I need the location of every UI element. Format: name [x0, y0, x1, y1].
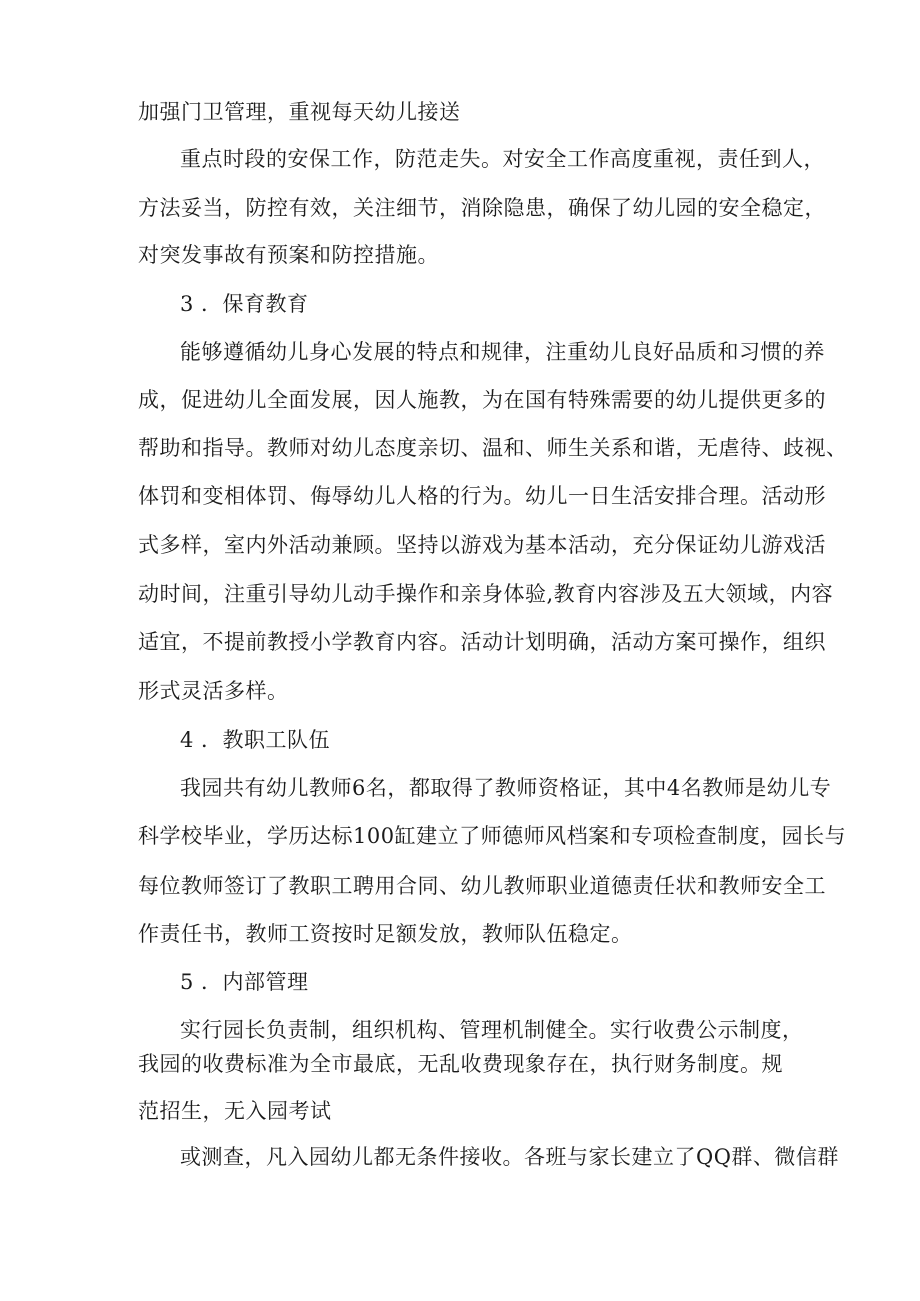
text-line-7: 成，促进幼儿全面发展，因人施教，为在国有特殊需要的幼儿提供更多的	[138, 388, 826, 412]
text-line-16: 科学校毕业，学历达标100缸建立了师德师风档案和专项检查制度，园长与	[138, 824, 847, 848]
text-line-2: 重点时段的安保工作，防范走失。对安全工作高度重视，责任到人，	[180, 147, 825, 171]
text-line-18: 作责任书，教师工资按时足额发放，教师队伍稳定。	[138, 922, 633, 946]
text-line-9: 体罚和变相体罚、侮辱幼儿人格的行为。幼儿一日生活安排合理。活动形	[138, 484, 826, 508]
text-line-23: 或测查，凡入园幼儿都无条件接收。各班与家长建立了QQ群、微信群	[180, 1145, 839, 1169]
text-line-13: 形式灵活多样。	[138, 679, 289, 703]
text-line-17: 每位教师签订了教职工聘用合同、幼儿教师职业道德责任状和教师安全工	[138, 874, 826, 898]
section-heading-3: 3 ．保育教育	[180, 292, 309, 316]
text-line-1: 加强门卫管理，重视每天幼儿接送	[138, 100, 461, 124]
text-line-21: 我园的收费标准为全市最底，无乱收费现象存在，执行财务制度。规	[138, 1052, 783, 1076]
text-line-12: 适宜，不提前教授小学教育内容。活动计划明确，活动方案可操作，组织	[138, 630, 826, 654]
section-heading-5: 5 ．内部管理	[180, 970, 309, 994]
text-line-8: 帮助和指导。教师对幼儿态度亲切、温和、师生关系和谐，无虐待、歧视、	[138, 436, 848, 460]
text-line-20: 实行园长负责制，组织机构、管理机制健全。实行收费公示制度，	[180, 1018, 804, 1042]
text-line-22: 范招生，无入园考试	[138, 1099, 332, 1123]
text-line-10: 式多样，室内外活动兼顾。坚持以游戏为基本活动，充分保证幼儿游戏活	[138, 533, 826, 557]
text-line-4: 对突发事故有预案和防控措施。	[138, 243, 439, 267]
text-line-15: 我园共有幼儿教师6名，都取得了教师资格证，其中4名教师是幼儿专	[180, 776, 832, 800]
text-line-6: 能够遵循幼儿身心发展的特点和规律，注重幼儿良好品质和习惯的养	[180, 340, 825, 364]
section-heading-4: 4 ．教职工队伍	[180, 728, 331, 752]
text-line-3: 方法妥当，防控有效，关注细节，消除隐患，确保了幼儿园的安全稳定，	[138, 196, 826, 220]
text-line-11: 动时间，注重引导幼儿动手操作和亲身体验,教育内容涉及五大领域，内容	[138, 582, 834, 606]
